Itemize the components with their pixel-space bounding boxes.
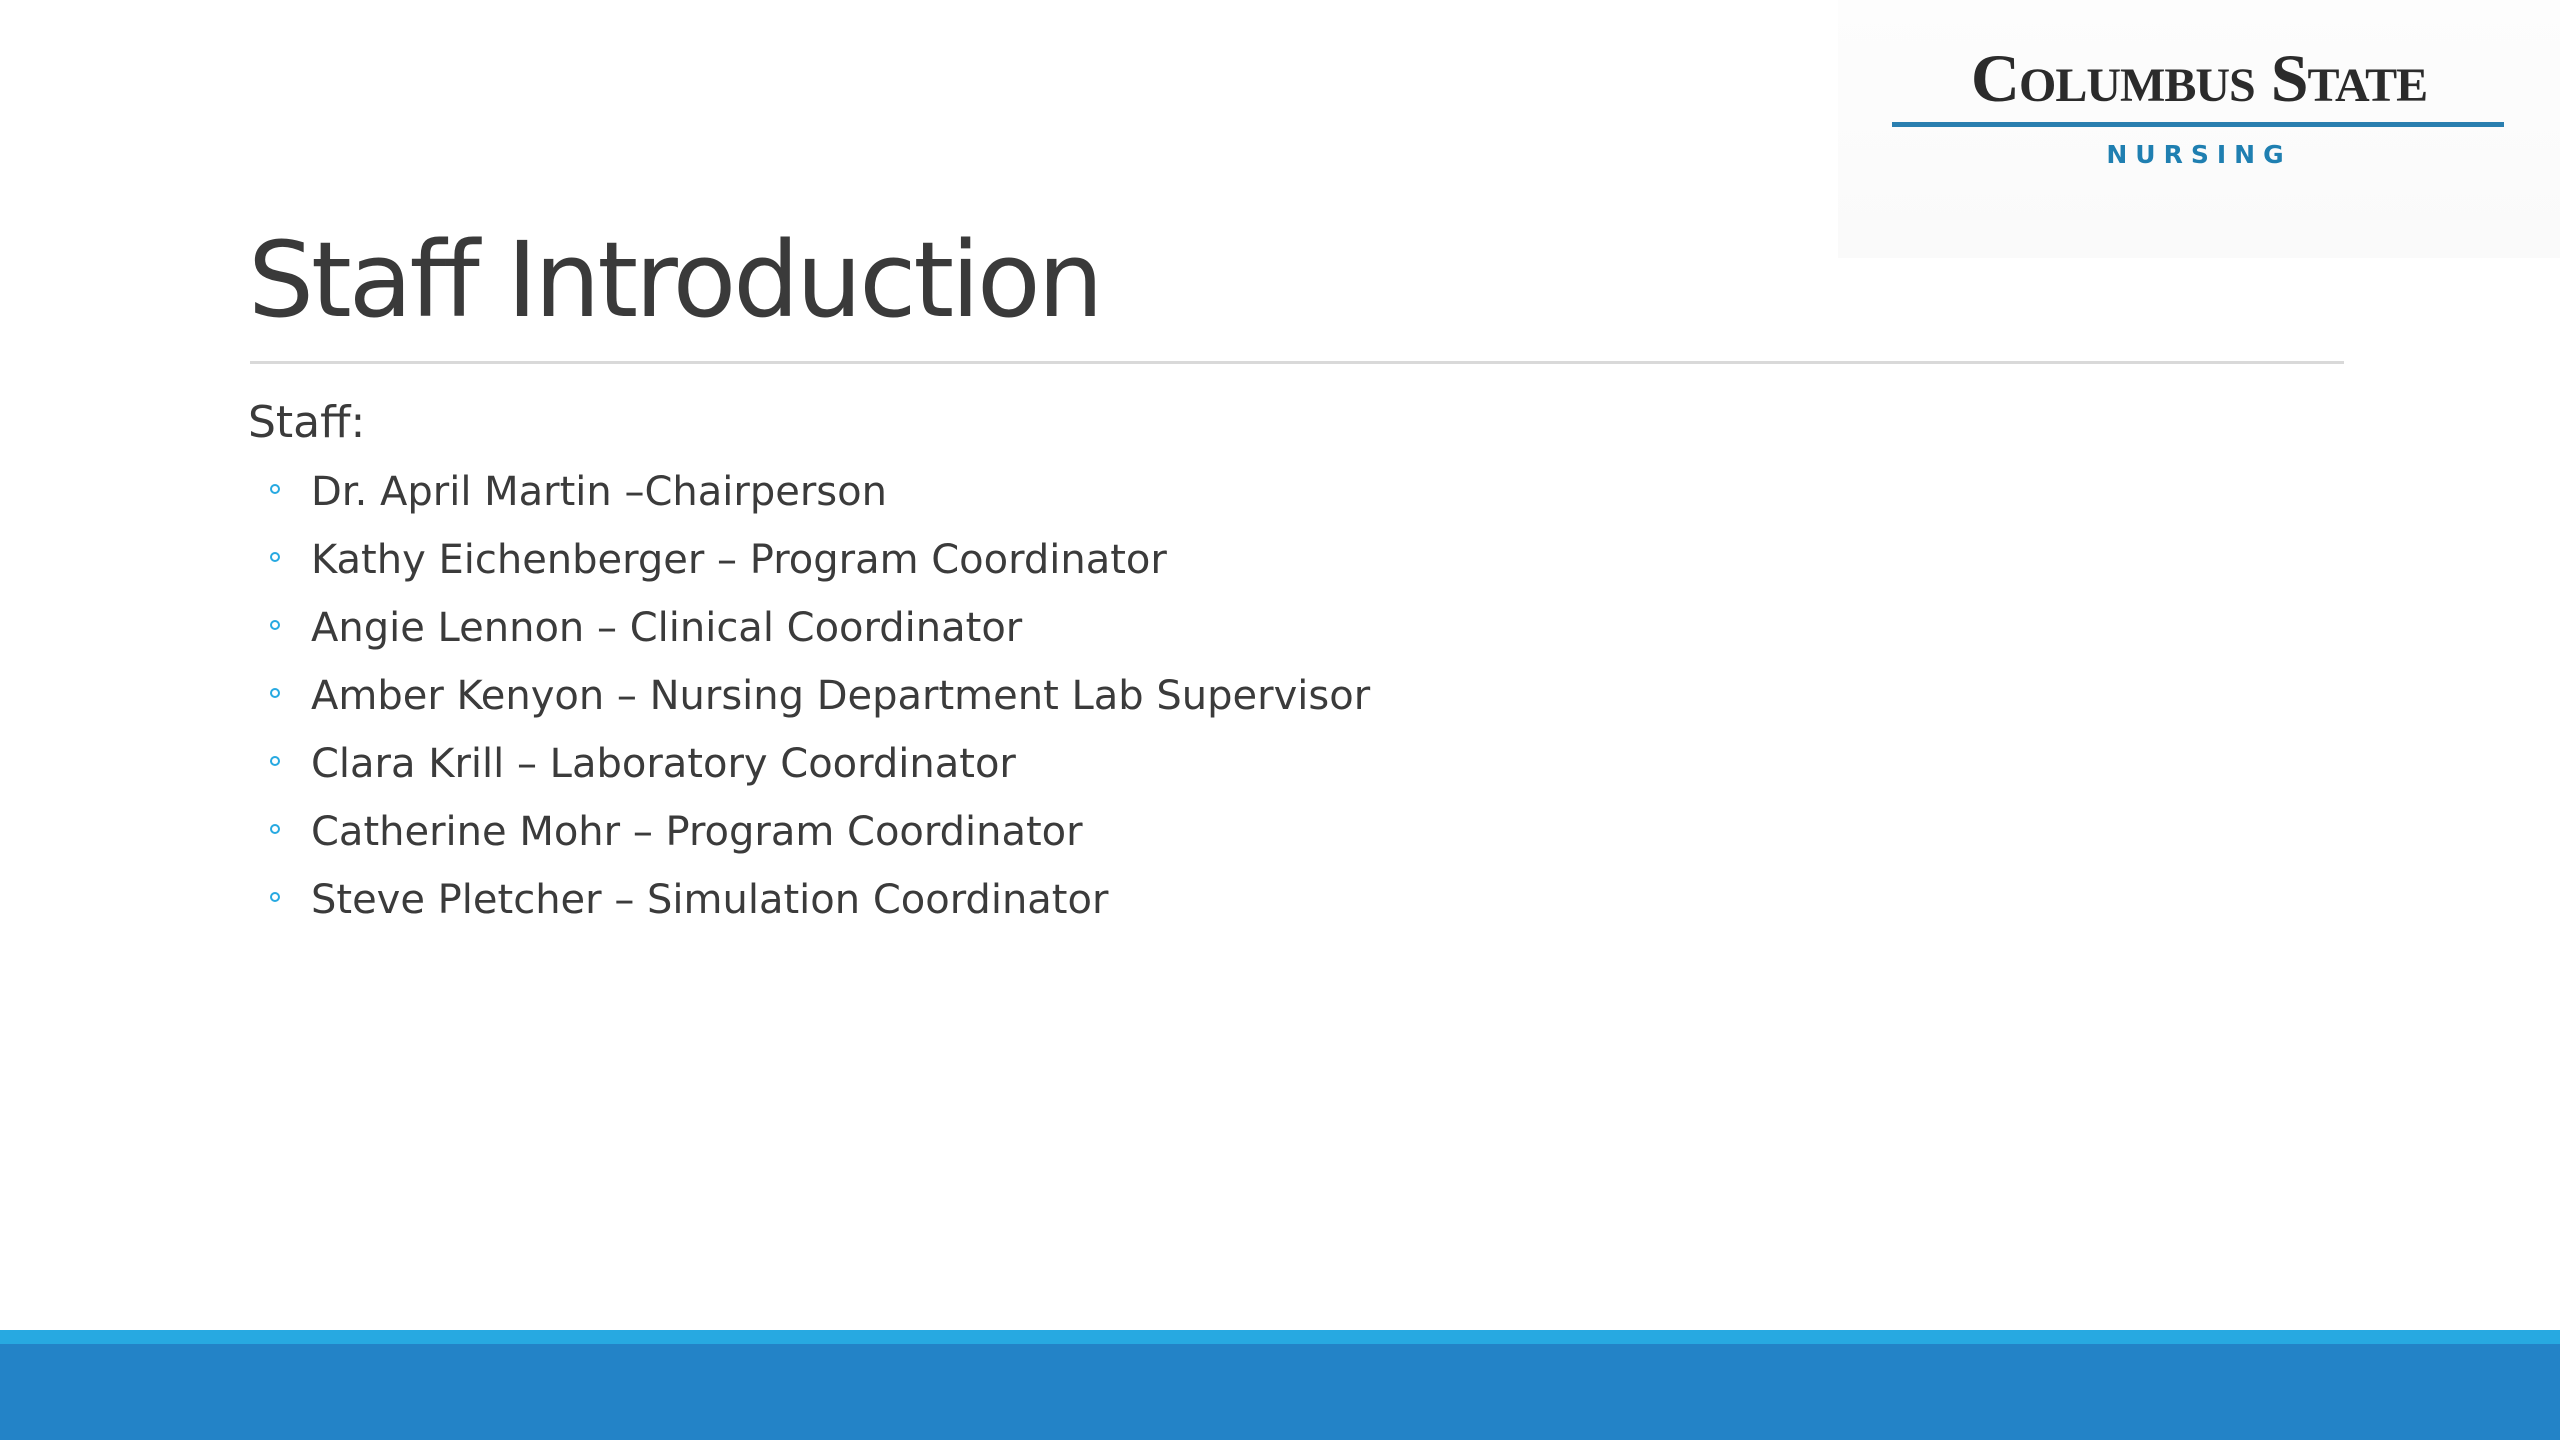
list-item xyxy=(248,526,2248,594)
section-label: Staff: xyxy=(248,397,366,448)
logo-wordmark: Columbus State xyxy=(1970,40,2428,116)
slide-title: Staff Introduction xyxy=(248,219,1101,341)
slide-body xyxy=(248,388,2248,934)
bullet-circle-icon xyxy=(270,892,280,902)
bullet-circle-icon xyxy=(270,688,280,698)
staff-entry: Catherine Mohr – Program Coordinator xyxy=(311,809,1083,855)
staff-entry: Clara Krill – Laboratory Coordinator xyxy=(311,741,1016,787)
list-item xyxy=(248,662,2248,730)
list-item xyxy=(248,866,2248,934)
staff-entry: Steve Pletcher – Simulation Coordinator xyxy=(311,877,1109,923)
bullet-circle-icon xyxy=(270,756,280,766)
staff-list xyxy=(248,458,2248,934)
logo-subtitle: NURSING xyxy=(2106,140,2292,169)
list-item xyxy=(248,798,2248,866)
title-divider xyxy=(250,361,2344,364)
staff-entry: Kathy Eichenberger – Program Coordinator xyxy=(311,537,1167,583)
staff-entry: Amber Kenyon – Nursing Department Lab Supervisor xyxy=(311,673,1371,719)
bullet-circle-icon xyxy=(270,620,280,630)
footer-band xyxy=(0,1344,2560,1440)
logo-rule xyxy=(1892,122,2504,127)
bullet-circle-icon xyxy=(270,484,280,494)
bullet-circle-icon xyxy=(270,824,280,834)
columbus-state-nursing-logo xyxy=(1838,0,2560,258)
list-item xyxy=(248,594,2248,662)
list-item xyxy=(248,458,2248,526)
staff-entry: Dr. April Martin –Chairperson xyxy=(311,469,887,515)
footer-accent-stripe xyxy=(0,1330,2560,1344)
staff-entry: Angie Lennon – Clinical Coordinator xyxy=(311,605,1023,651)
bullet-circle-icon xyxy=(270,552,280,562)
list-item xyxy=(248,730,2248,798)
